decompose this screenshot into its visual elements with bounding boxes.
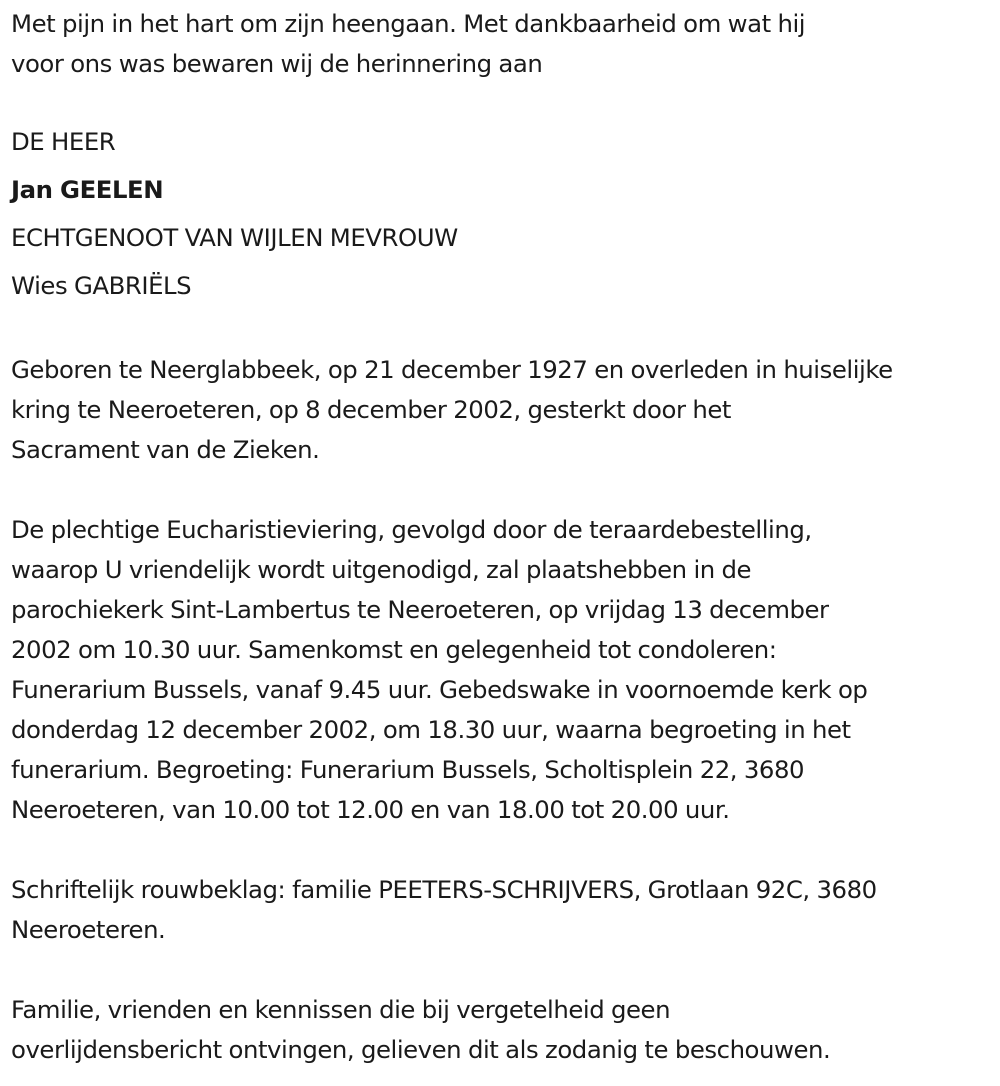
ceremony-line: 2002 om 10.30 uur. Samenkomst en gelegenheid tot condoleren: (11, 635, 777, 664)
ceremony-line: donderdag 12 december 2002, om 18.30 uur, waarna begroeting in het (11, 715, 851, 744)
intro-line: voor ons was bewaren wij de herinnering aan (11, 49, 543, 78)
spouse-name: Wies GABRIËLS (11, 271, 192, 300)
person-title: DE HEER (11, 127, 116, 156)
ceremony-line: parochiekerk Sint-Lambertus te Neeroeteren, op vrijdag 13 december (11, 595, 829, 624)
condolence-line: Neeroeteren. (11, 915, 166, 944)
person-block (11, 118, 996, 310)
ceremony-line: Neeroeteren, van 10.00 tot 12.00 en van 18.00 tot 20.00 uur. (11, 795, 730, 824)
obituary-notice (11, 4, 996, 1070)
closing-paragraph (11, 990, 996, 1070)
person-relation: ECHTGENOOT VAN WIJLEN MEVROUW (11, 223, 458, 252)
intro-paragraph (11, 4, 996, 84)
birth-death-paragraph (11, 350, 996, 470)
spacer (11, 830, 996, 870)
condolence-paragraph (11, 870, 996, 950)
ceremony-paragraph (11, 510, 996, 830)
spacer (11, 950, 996, 990)
birth-death-line: Geboren te Neerglabbeek, op 21 december 1927 en overleden in huiselijke (11, 355, 893, 384)
ceremony-line: waarop U vriendelijk wordt uitgenodigd, zal plaatshebben in de (11, 555, 752, 584)
ceremony-line: Funerarium Bussels, vanaf 9.45 uur. Gebedswake in voornoemde kerk op (11, 675, 868, 704)
condolence-line: Schriftelijk rouwbeklag: familie PEETERS-SCHRIJVERS, Grotlaan 92C, 3680 (11, 875, 877, 904)
spacer (11, 84, 996, 118)
closing-line: overlijdensbericht ontvingen, gelieven dit als zodanig te beschouwen. (11, 1035, 831, 1064)
closing-line: Familie, vrienden en kennissen die bij vergetelheid geen (11, 995, 671, 1024)
birth-death-line: Sacrament van de Zieken. (11, 435, 320, 464)
intro-line: Met pijn in het hart om zijn heengaan. Met dankbaarheid om wat hij (11, 9, 806, 38)
spacer (11, 470, 996, 510)
ceremony-line: De plechtige Eucharistieviering, gevolgd door de teraardebestelling, (11, 515, 812, 544)
ceremony-line: funerarium. Begroeting: Funerarium Bussels, Scholtisplein 22, 3680 (11, 755, 805, 784)
birth-death-line: kring te Neeroeteren, op 8 december 2002, gesterkt door het (11, 395, 731, 424)
spacer (11, 310, 996, 350)
person-name: Jan GEELEN (11, 175, 164, 204)
